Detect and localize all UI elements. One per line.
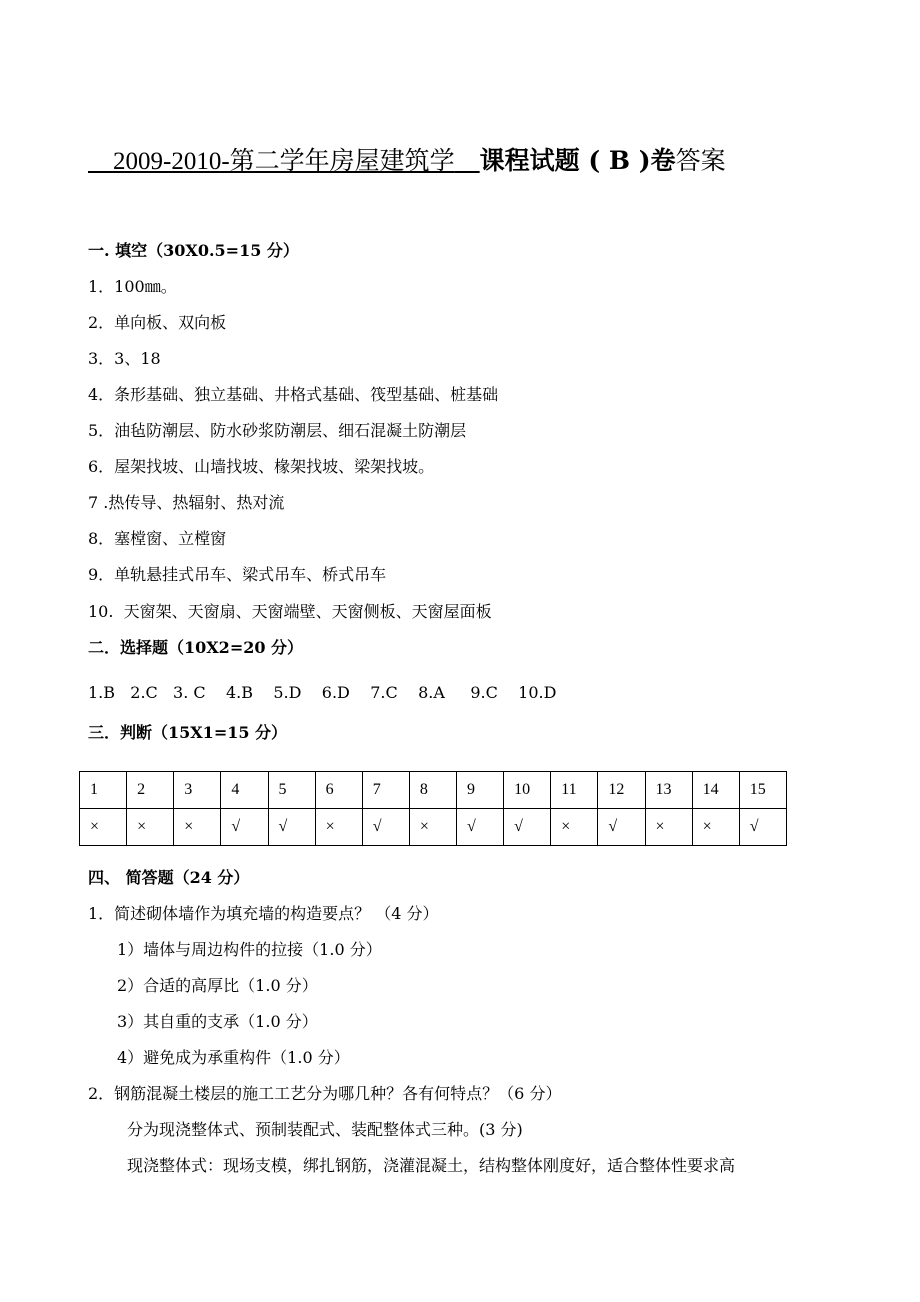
judge-number: 6 bbox=[315, 772, 362, 809]
judge-mark: × bbox=[692, 809, 739, 846]
judge-number: 11 bbox=[551, 772, 598, 809]
section2-heading: 二．选择题（10X2=20 分） bbox=[88, 638, 304, 657]
judge-mark: √ bbox=[598, 809, 645, 846]
question-2: 2．钢筋混凝土楼层的施工工艺分为哪几种？各有何特点？（6 分） bbox=[88, 1084, 562, 1103]
judge-number: 2 bbox=[127, 772, 174, 809]
fill-answer: 8．塞樘窗、立樘窗 bbox=[88, 529, 227, 548]
answer-point: 3）其自重的支承（1.0 分） bbox=[117, 1012, 318, 1031]
judge-number: 15 bbox=[739, 772, 786, 809]
judge-mark: × bbox=[315, 809, 362, 846]
judge-mark-row bbox=[80, 809, 787, 846]
judge-mark: × bbox=[127, 809, 174, 846]
fill-answer: 10. 天窗架、天窗扇、天窗端壁、天窗侧板、天窗屋面板 bbox=[88, 602, 492, 621]
fill-answer: 9．单轨悬挂式吊车、梁式吊车、桥式吊车 bbox=[88, 565, 387, 584]
section3-heading: 三．判断（15X1=15 分） bbox=[88, 723, 288, 742]
question-1: 1．简述砌体墙作为填充墙的构造要点？ （4 分） bbox=[88, 904, 439, 923]
judge-mark: × bbox=[409, 809, 456, 846]
judge-mark: × bbox=[645, 809, 692, 846]
judge-number: 12 bbox=[598, 772, 645, 809]
judge-number: 13 bbox=[645, 772, 692, 809]
judge-mark: √ bbox=[362, 809, 409, 846]
judge-number-row bbox=[80, 772, 787, 809]
fill-answer: 7 .热传导、热辐射、热对流 bbox=[88, 493, 285, 512]
section1-heading: 一. 填空（30X0.5=15 分） bbox=[88, 241, 299, 260]
answer-point: 2）合适的高厚比（1.0 分） bbox=[117, 976, 318, 995]
fill-answer: 5．油毡防潮层、防水砂浆防潮层、细石混凝土防潮层 bbox=[88, 421, 467, 440]
title-course: 课程试题 ( B )卷 bbox=[479, 146, 676, 175]
judge-mark: √ bbox=[739, 809, 786, 846]
section4-heading: 四、 简答题（24 分） bbox=[88, 868, 250, 887]
choice-answers: 1.B 2.C 3. C 4.B 5.D 6.D 7.C 8.A 9.C 10.D bbox=[88, 683, 557, 702]
judge-mark: √ bbox=[504, 809, 551, 846]
judge-number: 3 bbox=[174, 772, 221, 809]
fill-answer: 4．条形基础、独立基础、井格式基础、筏型基础、桩基础 bbox=[88, 385, 499, 404]
answer-point: 4）避免成为承重构件（1.0 分） bbox=[117, 1048, 350, 1067]
document-title bbox=[88, 143, 808, 180]
judge-number: 5 bbox=[268, 772, 315, 809]
judge-number: 14 bbox=[692, 772, 739, 809]
title-suffix: 答案 bbox=[675, 146, 726, 175]
judge-number: 10 bbox=[504, 772, 551, 809]
answer-line: 现浇整体式：现场支模，绑扎钢筋，浇灌混凝土，结构整体刚度好，适合整体性要求高 bbox=[127, 1156, 736, 1175]
judge-mark: √ bbox=[268, 809, 315, 846]
judge-number: 7 bbox=[362, 772, 409, 809]
judge-mark: × bbox=[551, 809, 598, 846]
fill-answer: 2．单向板、双向板 bbox=[88, 313, 227, 332]
answer-point: 1）墙体与周边构件的拉接（1.0 分） bbox=[117, 940, 382, 959]
judge-number: 8 bbox=[409, 772, 456, 809]
judge-mark: √ bbox=[457, 809, 504, 846]
judge-number: 1 bbox=[80, 772, 127, 809]
judge-table bbox=[79, 771, 787, 846]
judge-number: 9 bbox=[457, 772, 504, 809]
answer-line: 分为现浇整体式、预制装配式、装配整体式三种。(3 分) bbox=[127, 1120, 523, 1139]
fill-answer: 6．屋架找坡、山墙找坡、椽架找坡、梁架找坡。 bbox=[88, 457, 435, 476]
judge-mark: √ bbox=[221, 809, 268, 846]
judge-mark: × bbox=[174, 809, 221, 846]
title-prefix: 2009-2010-第二学年房屋建筑学 bbox=[113, 148, 455, 175]
fill-answer: 1．100㎜。 bbox=[88, 277, 177, 296]
judge-mark: × bbox=[80, 809, 127, 846]
fill-answer: 3．3、18 bbox=[88, 349, 161, 368]
judge-number: 4 bbox=[221, 772, 268, 809]
